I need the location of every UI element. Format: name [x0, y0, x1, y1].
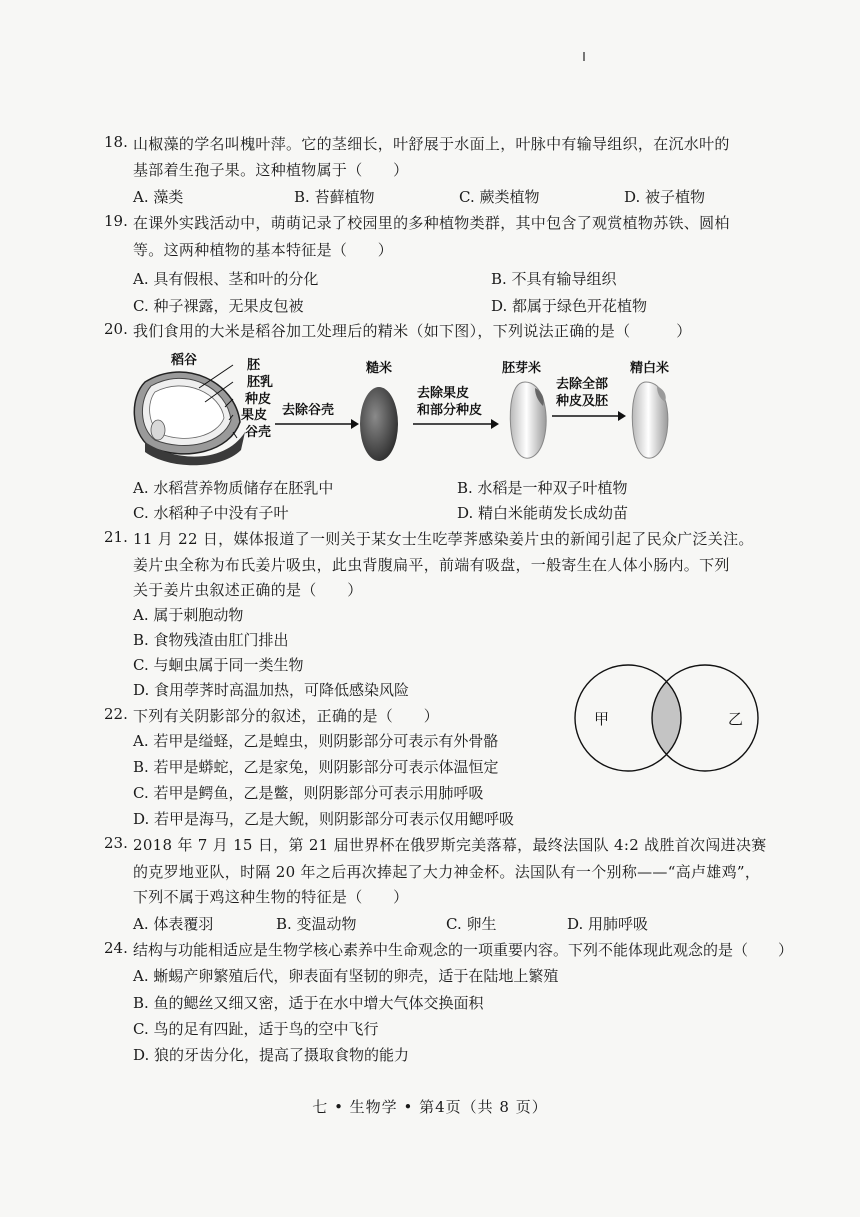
q24-stem-line-1: 结构与功能相适应是生物学核心素养中生命观念的一项重要内容。下列不能体现此观念的是（ ） — [133, 941, 794, 959]
step2-label-line-1: 去除果皮 — [417, 386, 470, 401]
q21-stem-line-3: 关于姜片虫叙述正确的是（ ） — [133, 581, 363, 599]
q22-option-a: A. 若甲是缢蛏，乙是蝗虫，则阴影部分可表示有外骨骼 — [133, 732, 499, 750]
q18-stem-line-1: 山椒藻的学名叫槐叶萍。它的茎细长，叶舒展于水面上，叶脉中有输导组织，在沉水叶的 — [133, 135, 730, 153]
rice-grain-drawing — [134, 372, 245, 465]
q22-option-d: D. 若甲是海马，乙是大鲵，则阴影部分可表示仅用鳃呼吸 — [133, 810, 515, 828]
q20-stem-line-1: 我们食用的大米是稻谷加工处理后的精米（如下图），下列说法正确的是（ ） — [133, 322, 692, 340]
rice-processing-figure — [125, 352, 695, 470]
q18-option-a: A. 藻类 — [133, 188, 184, 206]
q19-stem-line-2: 等。这两种植物的基本特征是（ ） — [133, 241, 394, 259]
q19-stem-line-1: 在课外实践活动中，萌萌记录了校园里的多种植物类群，其中包含了观赏植物苏铁、圆柏 — [133, 214, 730, 232]
q18-option-c: C. 蕨类植物 — [459, 188, 540, 206]
page-footer: 七 • 生物学 • 第4页（共 8 页） — [312, 1098, 548, 1116]
q23-option-d: D. 用肺呼吸 — [567, 915, 649, 933]
q24-option-d: D. 狼的牙齿分化，提高了摄取食物的能力 — [133, 1046, 410, 1064]
part-label-endosperm: 胚乳 — [247, 375, 274, 390]
q24-option-c: C. 鸟的足有四趾，适于鸟的空中飞行 — [133, 1020, 379, 1038]
q21-stem-line-1: 11 月 22 日，媒体报道了一则关于某女士生吃荸荠感染姜片虫的新闻引起了民众广泛关注。 — [133, 530, 754, 548]
q24-option-a: A. 蜥蜴产卵繁殖后代，卵表面有坚韧的卵壳，适于在陆地上繁殖 — [133, 967, 559, 985]
q20-option-a: A. 水稻营养物质储存在胚乳中 — [133, 479, 334, 497]
q20-option-c: C. 水稻种子中没有子叶 — [133, 504, 289, 522]
q19-option-d: D. 都属于绿色开花植物 — [491, 297, 648, 315]
venn-label-right: 乙 — [728, 710, 744, 728]
q23-option-c: C. 卵生 — [446, 915, 497, 933]
q21-option-d: D. 食用荸荠时高温加热，可降低感染风险 — [133, 681, 410, 699]
part-label-seed-coat: 种皮 — [245, 392, 272, 407]
brown-rice-label: 糙米 — [366, 361, 393, 376]
q20-option-d: D. 精白米能萌发长成幼苗 — [457, 504, 629, 522]
part-label-husk: 谷壳 — [245, 425, 272, 440]
step3-label-line-1: 去除全部 — [556, 377, 609, 392]
part-label-embryo: 胚 — [247, 358, 261, 373]
q22-option-c: C. 若甲是鳄鱼，乙是鳖，则阴影部分可表示用肺呼吸 — [133, 784, 484, 802]
q23-number: 23. — [104, 834, 128, 852]
q21-option-a: A. 属于刺胞动物 — [133, 606, 244, 624]
step3-label-line-2: 种皮及胚 — [556, 394, 609, 409]
step2-label-line-2: 和部分种皮 — [417, 403, 483, 418]
step1-label: 去除谷壳 — [282, 403, 335, 418]
q23-stem-line-3: 下列不属于鸡这种生物的特征是（ ） — [133, 888, 409, 906]
q22-option-b: B. 若甲是蟒蛇，乙是家兔，则阴影部分可表示体温恒定 — [133, 758, 499, 776]
q24-number: 24. — [104, 939, 128, 957]
q21-number: 21. — [104, 528, 128, 546]
q22-stem-line-1: 下列有关阴影部分的叙述，正确的是（ ） — [133, 707, 440, 725]
q23-stem-line-1: 2018 年 7 月 15 日，第 21 届世界杯在俄罗斯完美落幕，最终法国队 4:2 战胜首次闯进决赛 — [133, 836, 767, 854]
venn-diagram — [565, 663, 770, 773]
q23-option-a: A. 体表覆羽 — [133, 915, 214, 933]
q21-stem-line-2: 姜片虫全称为布氏姜片吸虫，此虫背腹扁平，前端有吸盘，一般寄生在人体小肠内。下列 — [133, 556, 730, 574]
q24-option-b: B. 鱼的鳃丝又细又密，适于在水中增大气体交换面积 — [133, 994, 484, 1012]
q23-option-b: B. 变温动物 — [276, 915, 357, 933]
q23-stem-line-2: 的克罗地亚队，时隔 20 年之后再次捧起了大力神金杯。法国队有一个别称——“高卢雄鸡”， — [133, 863, 761, 881]
q19-number: 19. — [104, 212, 128, 230]
q21-option-b: B. 食物残渣由肛门排出 — [133, 631, 289, 649]
q19-option-c: C. 种子裸露，无果皮包被 — [133, 297, 304, 315]
q19-option-b: B. 不具有输导组织 — [491, 270, 617, 288]
q21-option-c: C. 与蛔虫属于同一类生物 — [133, 656, 304, 674]
q18-option-d: D. 被子植物 — [624, 188, 706, 206]
q20-number: 20. — [104, 320, 128, 338]
white-rice-label: 精白米 — [630, 361, 670, 376]
q18-number: 18. — [104, 133, 128, 151]
rice-grain-label: 稻谷 — [171, 353, 198, 368]
q20-option-b: B. 水稻是一种双子叶植物 — [457, 479, 628, 497]
part-label-pericarp: 果皮 — [241, 408, 268, 423]
scan-mark — [583, 52, 585, 61]
germ-rice-label: 胚芽米 — [502, 361, 542, 376]
q22-number: 22. — [104, 705, 128, 723]
q19-option-a: A. 具有假根、茎和叶的分化 — [133, 270, 319, 288]
brown-rice-drawing — [360, 387, 398, 461]
q18-option-b: B. 苔藓植物 — [294, 188, 375, 206]
q18-stem-line-2: 基部着生孢子果。这种植物属于（ ） — [133, 161, 409, 179]
venn-label-left: 甲 — [594, 710, 610, 728]
